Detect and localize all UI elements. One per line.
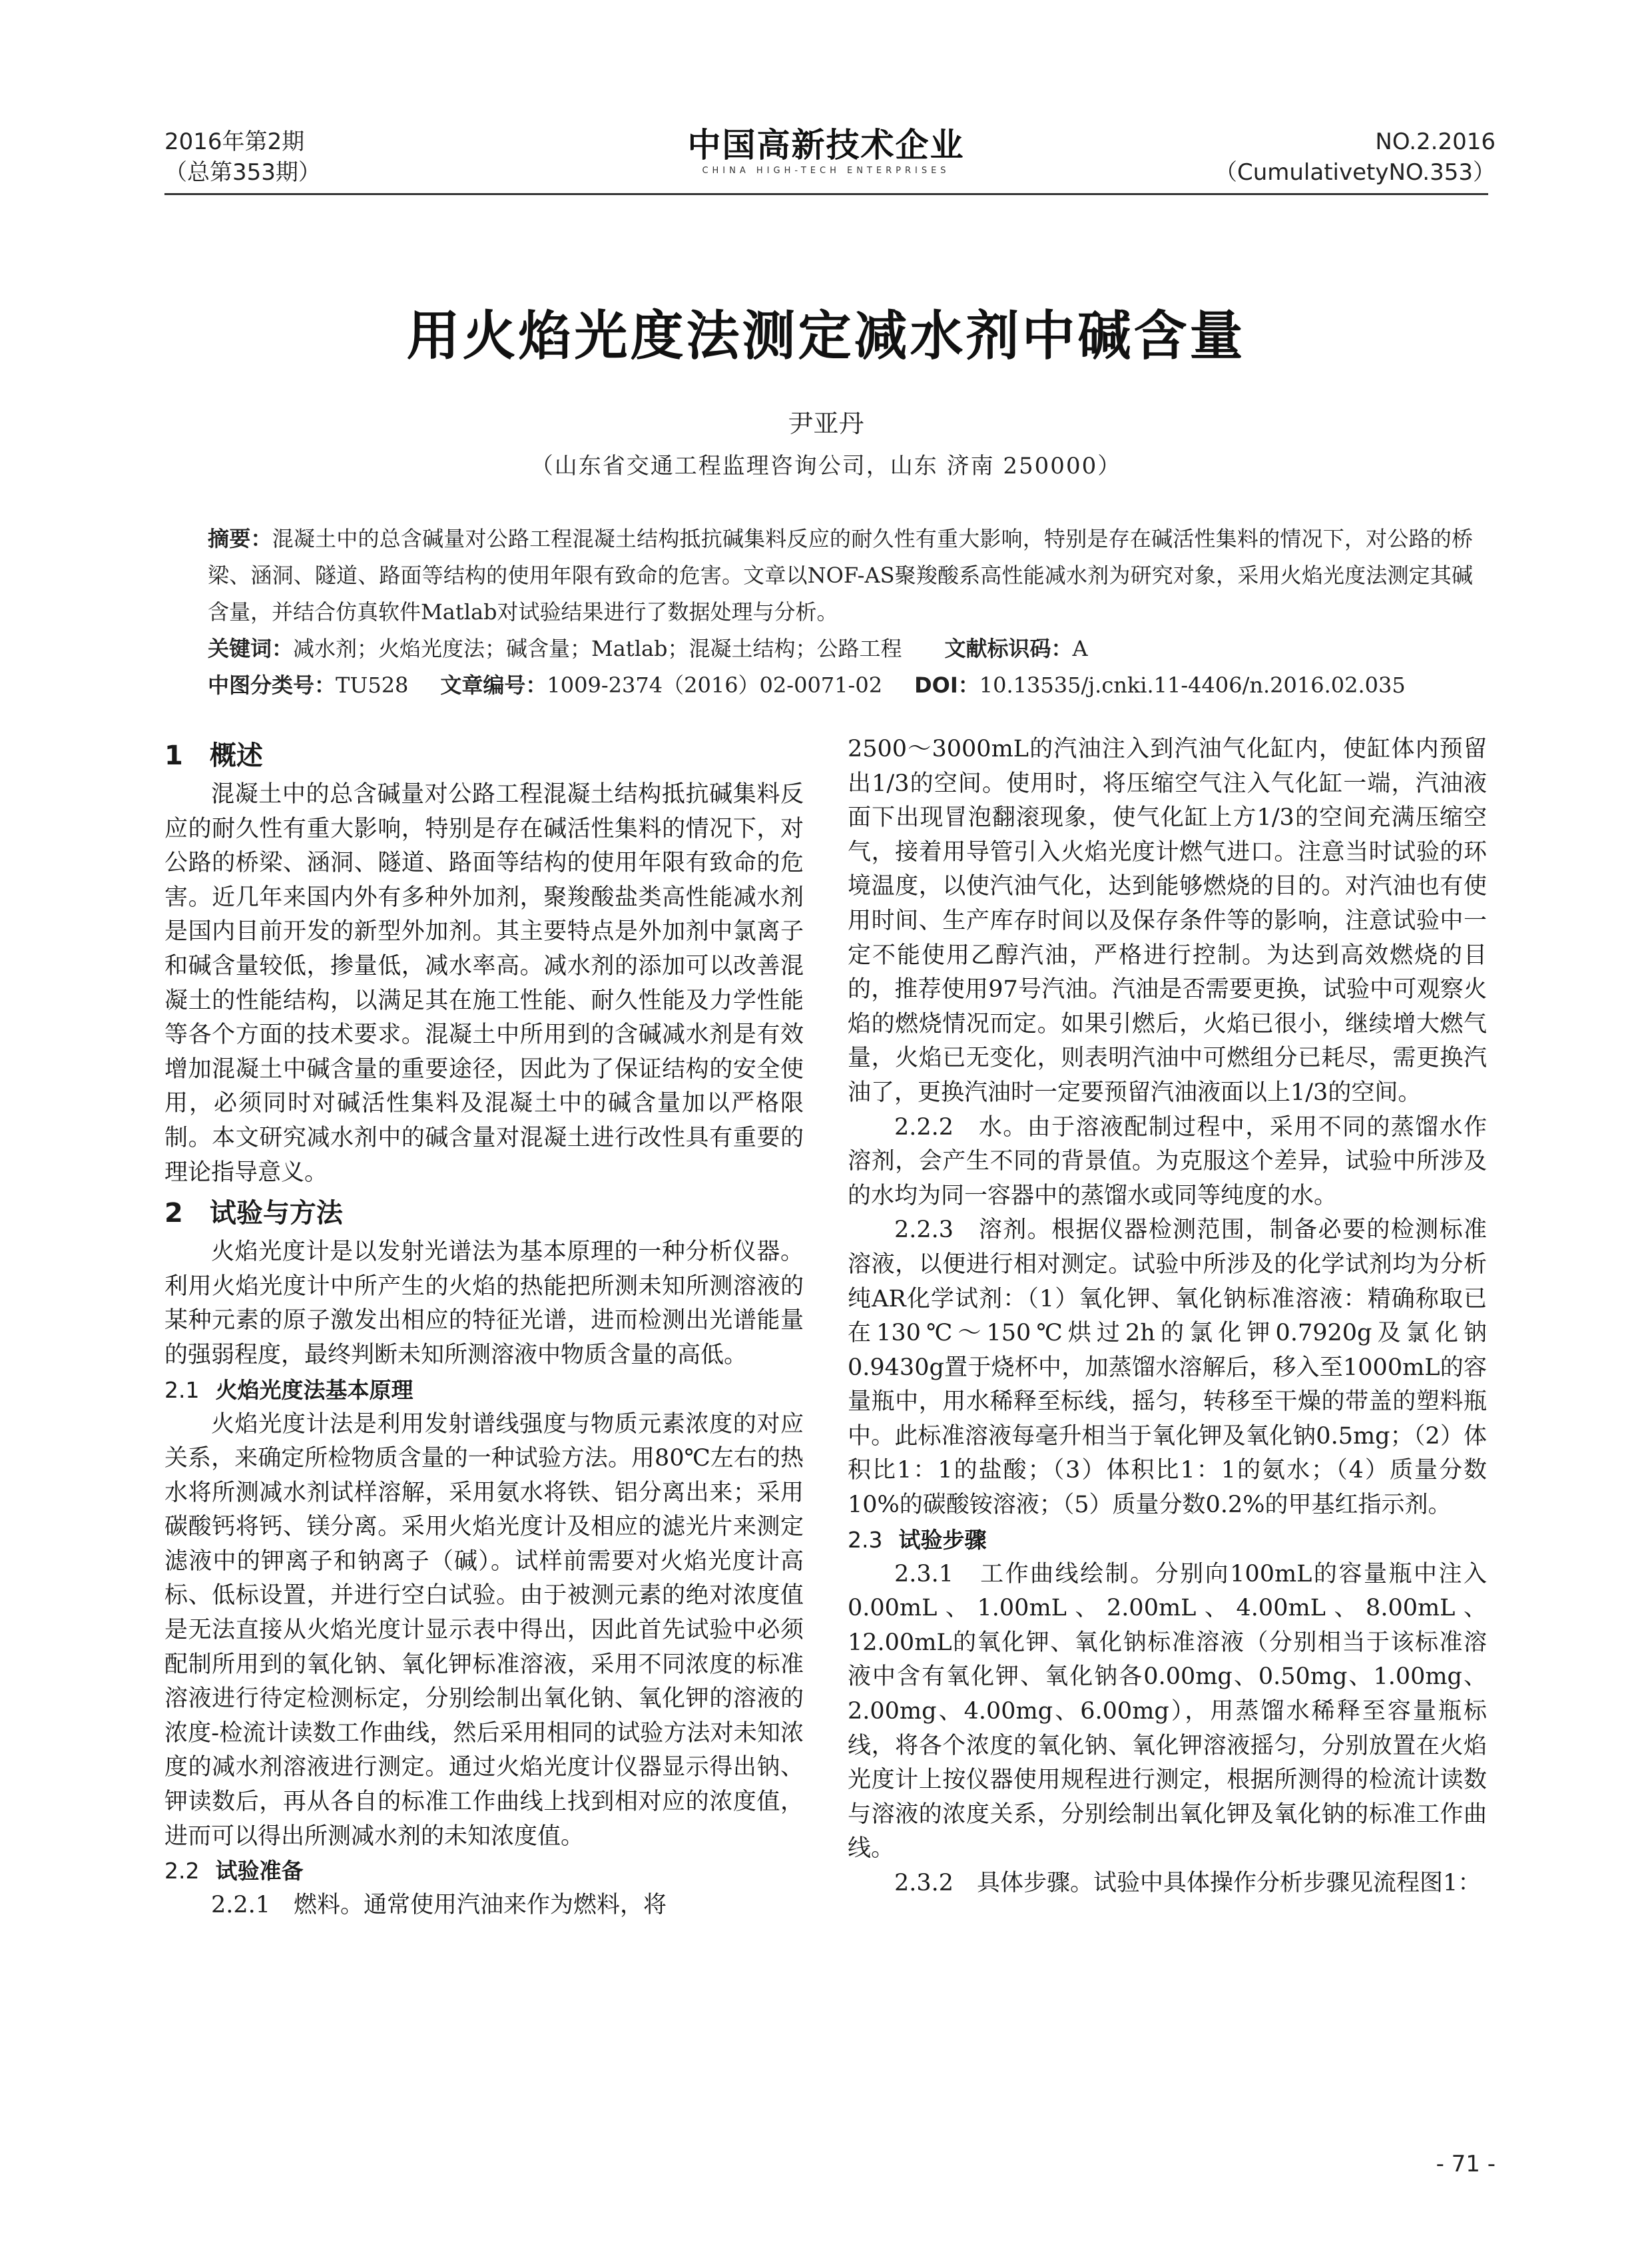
- issue-number-en: NO.2.2016: [1375, 129, 1496, 155]
- section-2-2-3-paragraph: 2.2.3 溶剂。根据仪器检测范围，制备必要的检测标准溶液，以便进行相对测定。试验中所涉及的化学试剂均为分析纯AR化学试剂：（1）氧化钾、氧化钠标准溶液：精确称取已在130℃～150℃烘过2h的氯化钾0.7920g及氯化钠0.9430g置于烧杯中，加蒸馏水溶解后，移入至1000mL的容量瓶中，用水稀释至标线，摇匀，转移至干燥的带盖的塑料瓶中。此标准溶液每毫升相当于氧化钾及氧化钠0.5mg；（2）体积比1：1的盐酸；（3）体积比1：1的氨水；（4）质量分数10%的碳酸铵溶液；（5）质量分数0.2%的甲基红指示剂。: [848, 1217, 1487, 1519]
- doc-code: A: [1072, 636, 1088, 661]
- article-no-label: 文章编号：: [440, 673, 547, 698]
- keywords-label: 关键词：: [208, 636, 294, 661]
- section-2-3-number: 2.3: [848, 1526, 883, 1553]
- abstract-text: 混凝土中的总含碱量对公路工程混凝土结构抵抗碱集料反应的耐久性有重大影响，特别是存在碱活性集料的情况下，对公路的桥梁、涵洞、隧道、路面等结构的使用年限有致命的危害。文章以NOF-AS聚羧酸系高性能减水剂为研究对象，采用火焰光度法测定其碱含量，并结合仿真软件Matlab对试验结果进行了数据处理与分析。: [208, 526, 1473, 625]
- fuel-paragraph-continued: 2500～3000mL的汽油注入到汽油气化缸内，使缸体内预留出1/3的空间。使用时，将压缩空气注入气化缸一端，汽油液面下出现冒泡翻滚现象，使气化缸上方1/3的空间充满压缩空气，接着用导管引入火焰光度计燃气进口。注意当时试验的环境温度，以使汽油气化，达到能够燃烧的目的。对汽油也有使用时间、生产库存时间以及保存条件等的影响，注意试验中一定不能使用乙醇汽油，严格进行控制。为达到高效燃烧的目的，推荐使用97号汽油。汽油是否需要更换，试验中可观察火焰的燃烧情况而定。如果引燃后，火焰已很小，继续增大燃气量，火焰已无变化，则表明汽油中可燃组分已耗尽，需更换汽油了，更换汽油时一定要预留汽油液面以上1/3的空间。: [848, 736, 1487, 1106]
- section-1-paragraph: 混凝土中的总含碱量对公路工程混凝土结构抵抗碱集料反应的耐久性有重大影响，特别是存在碱活性集料的情况下，对公路的桥梁、涵洞、隧道、路面等结构的使用年限有致命的危害。近几年来国内外有多种外加剂，聚羧酸盐类高性能减水剂是国内目前开发的新型外加剂。其主要特点是外加剂中氯离子和碱含量较低，掺量低，减水率高。减水剂的添加可以改善混凝土的性能结构，以满足其在施工性能、耐久性能及力学性能等各个方面的技术要求。混凝土中所用到的含碱减水剂是有效增加混凝土中碱含量的重要途径，因此为了保证结构的安全使用，必须同时对碱活性集料及混凝土中的碱含量加以严格限制。本文研究减水剂中的碱含量对混凝土进行改性具有重要的理论指导意义。: [164, 781, 804, 1186]
- section-2-1-paragraph: 火焰光度计法是利用发射谱线强度与物质元素浓度的对应关系，来确定所检物质含量的一种试验方法。用80℃左右的热水将所测减水剂试样溶解，采用氨水将铁、铝分离出来；采用碳酸钙将钙、镁分离。采用火焰光度计及相应的滤光片来测定滤液中的钾离子和钠离子（碱）。试样前需要对火焰光度计高标、低标设置，并进行空白试验。由于被测元素的绝对浓度值是无法直接从火焰光度计显示表中得出，因此首先试验中必须配制所用到的氧化钠、氧化钾标准溶液，采用不同浓度的标准溶液进行待定检测标定，分别绘制出氧化钠、氧化钾的溶液的浓度-检流计读数工作曲线，然后采用相同的试验方法对未知浓度的减水剂溶液进行测定。通过火焰光度计仪器显示得出钠、钾读数后，再从各自的标准工作曲线上找到相对应的浓度值，进而可以得出所测减水剂的未知浓度值。: [164, 1410, 804, 1850]
- clc-label: 中图分类号：: [208, 673, 336, 698]
- author: 尹亚丹: [788, 409, 864, 438]
- abstract: [208, 521, 1473, 631]
- doi-value: 10.13535/j.cnki.11-4406/n.2016.02.035: [979, 673, 1406, 698]
- section-2-2-number: 2.2: [164, 1858, 200, 1884]
- section-2-2-1-paragraph: 2.2.1 燃料。通常使用汽油来作为燃料，将: [211, 1892, 667, 1919]
- section-1-heading: 1 概述: [164, 740, 263, 771]
- section-2-3-heading: [848, 1523, 1487, 1557]
- keywords-row: [208, 631, 1473, 667]
- issue-info-en: [1215, 127, 1496, 188]
- doi-label: DOI：: [914, 673, 979, 698]
- right-column: [848, 732, 1487, 1901]
- section-2-2-heading: [164, 1854, 804, 1888]
- section-2-1-title: 火焰光度法基本原理: [215, 1376, 413, 1403]
- affiliation: （山东省交通工程监理咨询公司，山东 济南 250000）: [530, 453, 1122, 479]
- doc-code-label: 文献标识码：: [944, 636, 1073, 661]
- left-column: [164, 732, 804, 1923]
- section-2-3-title: 试验步骤: [898, 1526, 987, 1553]
- section-2-2-title: 试验准备: [215, 1858, 304, 1884]
- article-title: 用火焰光度法测定减水剂中碱含量: [406, 304, 1246, 367]
- total-issue-en: （CumulativetyNO.353）: [1214, 159, 1496, 186]
- section-2-1-number: 2.1: [164, 1376, 200, 1403]
- article-no-value: 1009-2374（2016）02-0071-02: [547, 673, 883, 698]
- page-number: - 71 -: [1436, 2151, 1496, 2177]
- classification-row: [208, 667, 1473, 704]
- section-2-1-heading: [164, 1373, 804, 1408]
- section-2-2-2-paragraph: 2.2.2 水。由于溶液配制过程中，采用不同的蒸馏水作溶剂，会产生不同的背景值。为克服这个差异，试验中所涉及的水均为同一容器中的蒸馏水或同等纯度的水。: [848, 1113, 1487, 1209]
- clc-value: TU528: [336, 673, 409, 698]
- section-2-3-1-paragraph: 2.3.1 工作曲线绘制。分别向100mL的容量瓶中注入0.00mL、1.00mL、2.00mL、4.00mL、8.00mL、12.00mL的氧化钾、氧化钠标准溶液（分别相当于该标准溶液中含有氧化钾、氧化钠各0.00mg、0.50mg、1.00mg、2.00mg、4.00mg、6.00mg），用蒸馏水稀释至容量瓶标线，将各个浓度的氧化钠、氧化钾溶液摇匀，分别放置在火焰光度计上按仪器使用规程进行测定，根据所测得的检流计读数与溶液的浓度关系，分别绘制出氧化钾及氧化钠的标准工作曲线。: [848, 1560, 1487, 1862]
- total-issue-cn: （总第353期）: [164, 159, 321, 186]
- keywords-text: 减水剂；火焰光度法；碱含量；Matlab；混凝土结构；公路工程: [293, 636, 902, 661]
- abstract-label: 摘要：: [208, 526, 272, 551]
- journal-title-en: CHINA HIGH-TECH ENTERPRISES: [702, 166, 950, 176]
- section-2-3-2-paragraph: 2.3.2 具体步骤。试验中具体操作分析步骤见流程图1：: [894, 1870, 1482, 1896]
- journal-title-cn: 中国高新技术企业: [687, 125, 965, 164]
- section-2-heading: 2 试验与方法: [164, 1198, 343, 1229]
- abstract-block: [208, 521, 1473, 704]
- header-rule: [164, 193, 1488, 195]
- section-2-paragraph: 火焰光度计是以发射光谱法为基本原理的一种分析仪器。利用火焰光度计中所产生的火焰的热能把所测未知所测溶液的某种元素的原子激发出相应的特征光谱，进而检测出光谱能量的强弱程度，最终判断未知所测溶液中物质含量的高低。: [164, 1239, 804, 1368]
- issue-number-cn: 2016年第2期: [164, 129, 305, 155]
